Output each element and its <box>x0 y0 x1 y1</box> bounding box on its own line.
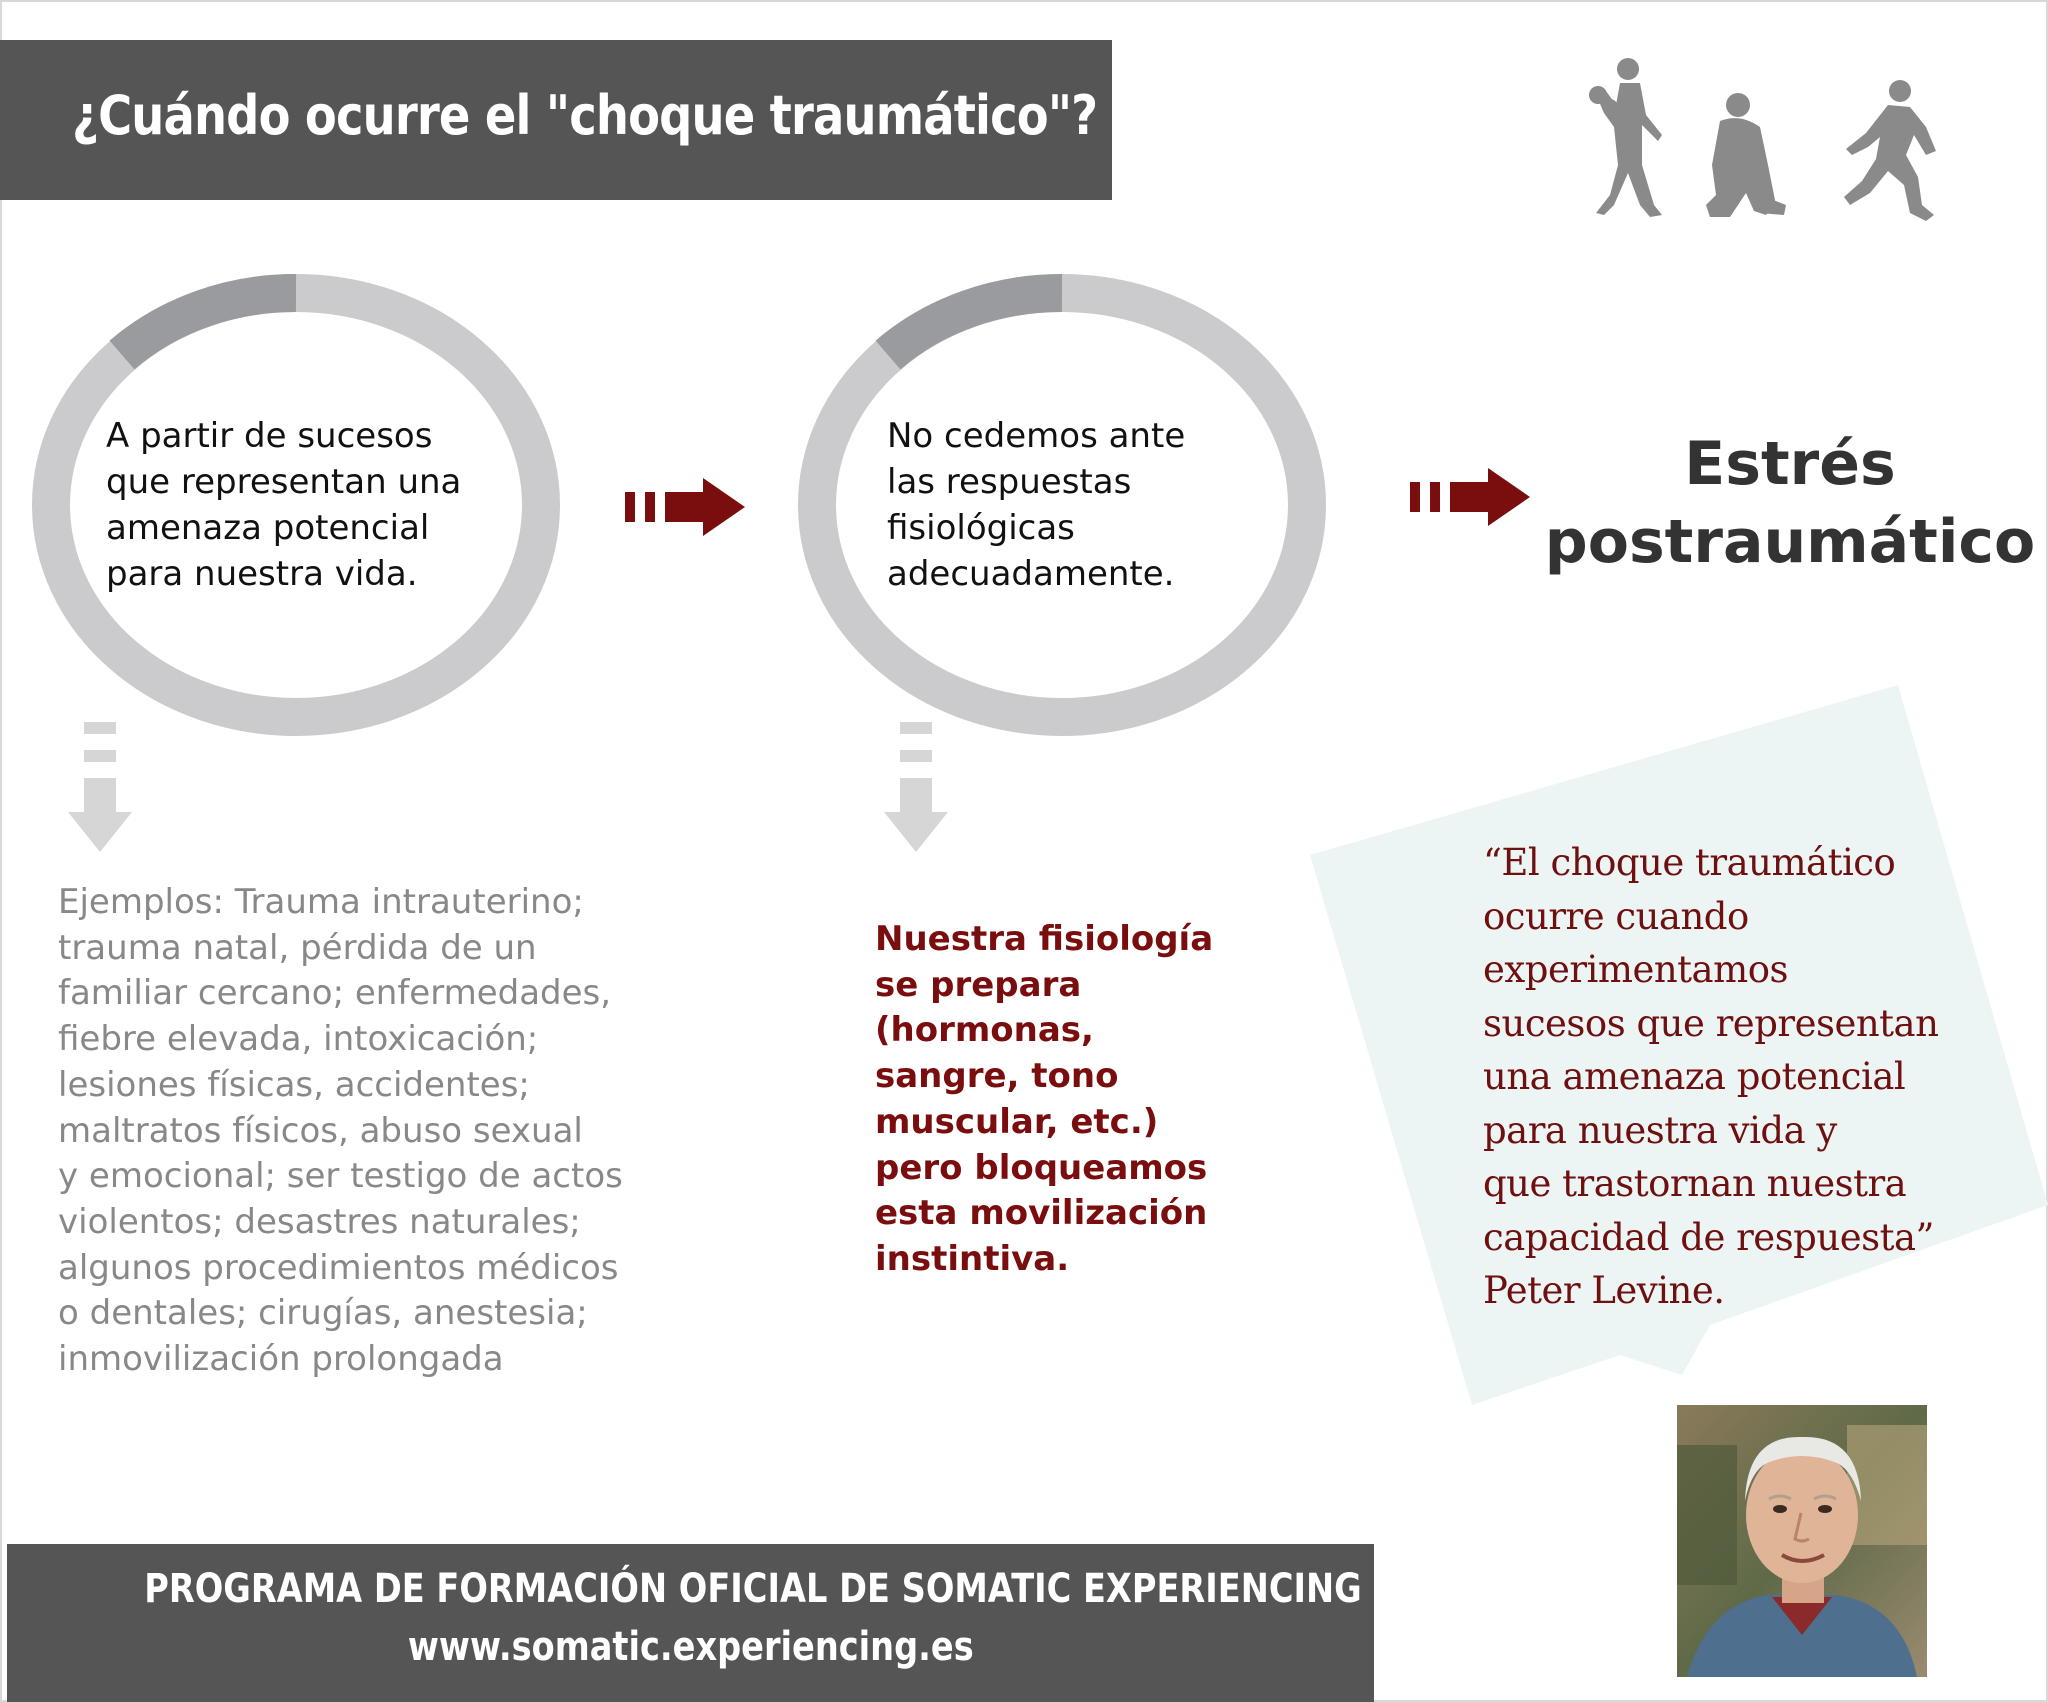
step-text-2: No cedemos ante las respuestas fisiológicas adecuadamente. <box>887 416 1186 594</box>
step-text-1: A partir de sucesos que representan una amenaza potencial para nuestra vida. <box>106 416 462 594</box>
page-title: ¿Cuándo ocurre el "choque traumático"? <box>72 84 1098 147</box>
footer-program-title: PROGRAMA DE FORMACIÓN OFICIAL DE SOMATIC EXPERIENCING EN ESPAÑA <box>144 1566 1586 1612</box>
portrait-photo <box>1677 1405 1927 1677</box>
result-text: Estrés postraumático <box>1544 429 2036 577</box>
arrow-down-icon <box>68 722 132 852</box>
examples-text: Ejemplos: Trauma intrauterino; trauma natal, pérdida de un familiar cercano; enfermedades, fiebre elevada, intoxicación; lesiones físicas, accidentes; maltratos físicos, abuso sexual y emocional; ser testigo de actos violentos; desastres naturales; algunos procedimientos médicos o dentales; cirugías, anestesia; inmovilización prolongada <box>58 882 623 1380</box>
three-person-silhouettes-icon <box>1570 55 1960 230</box>
arrow-down-icon <box>884 722 948 852</box>
physiology-text: Nuestra fisiología se prepara (hormonas, sangre, tono muscular, etc.) pero bloqueamos esta movilización instintiva. <box>875 919 1214 1279</box>
quote-text: “El choque traumático ocurre cuando experimentamos sucesos que representan una amenaza potencial para nuestra vida y que trastornan nuestra capacidad de respuesta” Peter Levine. <box>1483 841 1939 1312</box>
arrow-right-icon <box>1410 468 1530 526</box>
arrow-right-icon <box>625 478 745 536</box>
title-bar <box>0 40 1112 200</box>
footer-website-link[interactable]: www.somatic.experiencing.es <box>407 1624 974 1670</box>
footer-bar <box>7 1544 1586 1702</box>
